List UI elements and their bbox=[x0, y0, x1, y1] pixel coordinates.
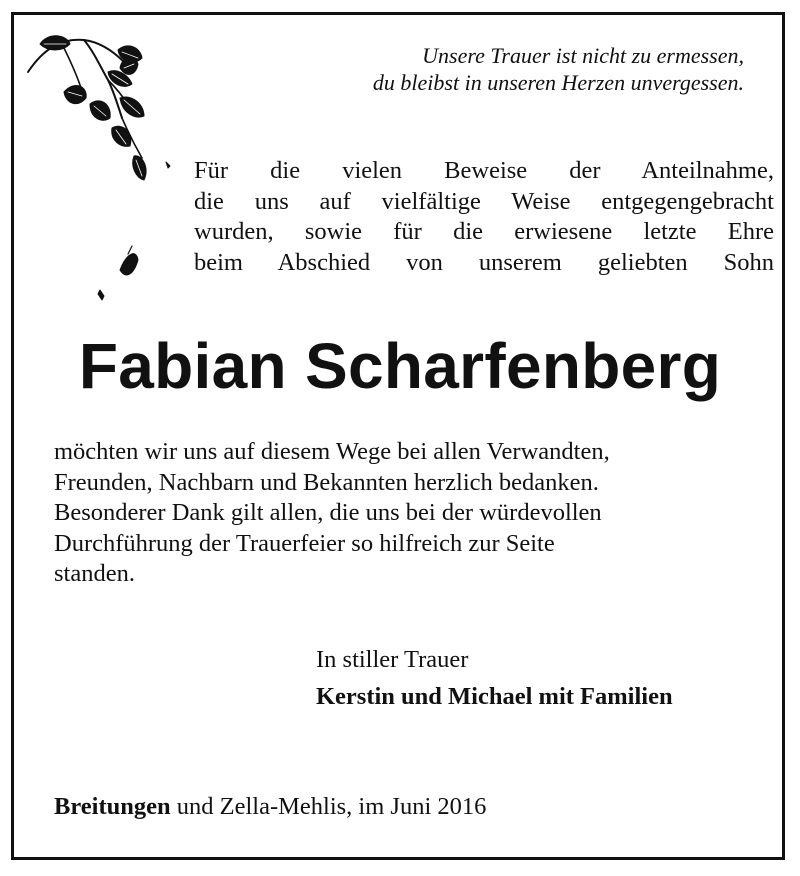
intro-line-3: wurden, sowie für die erwiesene letzte Ehre bbox=[194, 218, 774, 245]
thanks-paragraph bbox=[54, 437, 754, 590]
intro-line-2: die uns auf vielfältige Weise entgegengebracht bbox=[194, 187, 774, 215]
motto-line-2: du bleibst in unseren Herzen unvergessen. bbox=[372, 70, 744, 95]
motto-verse bbox=[373, 42, 744, 96]
thanks-line-5: standen. bbox=[54, 560, 135, 587]
thanks-line-4: Durchführung der Trauerfeier so hilfreich zur Seite bbox=[54, 529, 555, 557]
place-date-line bbox=[54, 792, 486, 822]
thanks-line-3: Besonderer Dank gilt allen, die uns bei der würdevollen bbox=[54, 499, 602, 526]
motto-line-1: Unsere Trauer ist nicht zu ermessen, bbox=[422, 43, 744, 68]
intro-line-1: Für die vielen Beweise der Anteilnahme, bbox=[194, 157, 774, 184]
signoff-mourners: Kerstin und Michael mit Familien bbox=[316, 683, 673, 710]
intro-paragraph bbox=[194, 156, 774, 278]
place-name: Breitungen bbox=[54, 793, 171, 820]
thanks-line-1: möchten wir uns auf diesem Wege bei allen Verwandten, bbox=[54, 438, 610, 465]
place-date-rest: und Zella-Mehlis, im Juni 2016 bbox=[170, 793, 487, 820]
thanks-line-2: Freunden, Nachbarn und Bekannten herzlich bedanken. bbox=[54, 468, 599, 496]
signoff-block bbox=[316, 641, 673, 715]
intro-line-4: beim Abschied von unserem geliebten Sohn bbox=[194, 248, 774, 276]
deceased-name: Fabian Scharfenberg bbox=[78, 330, 722, 402]
leaf-branch-icon bbox=[22, 28, 172, 308]
signoff-greeting: In stiller Trauer bbox=[316, 646, 469, 673]
